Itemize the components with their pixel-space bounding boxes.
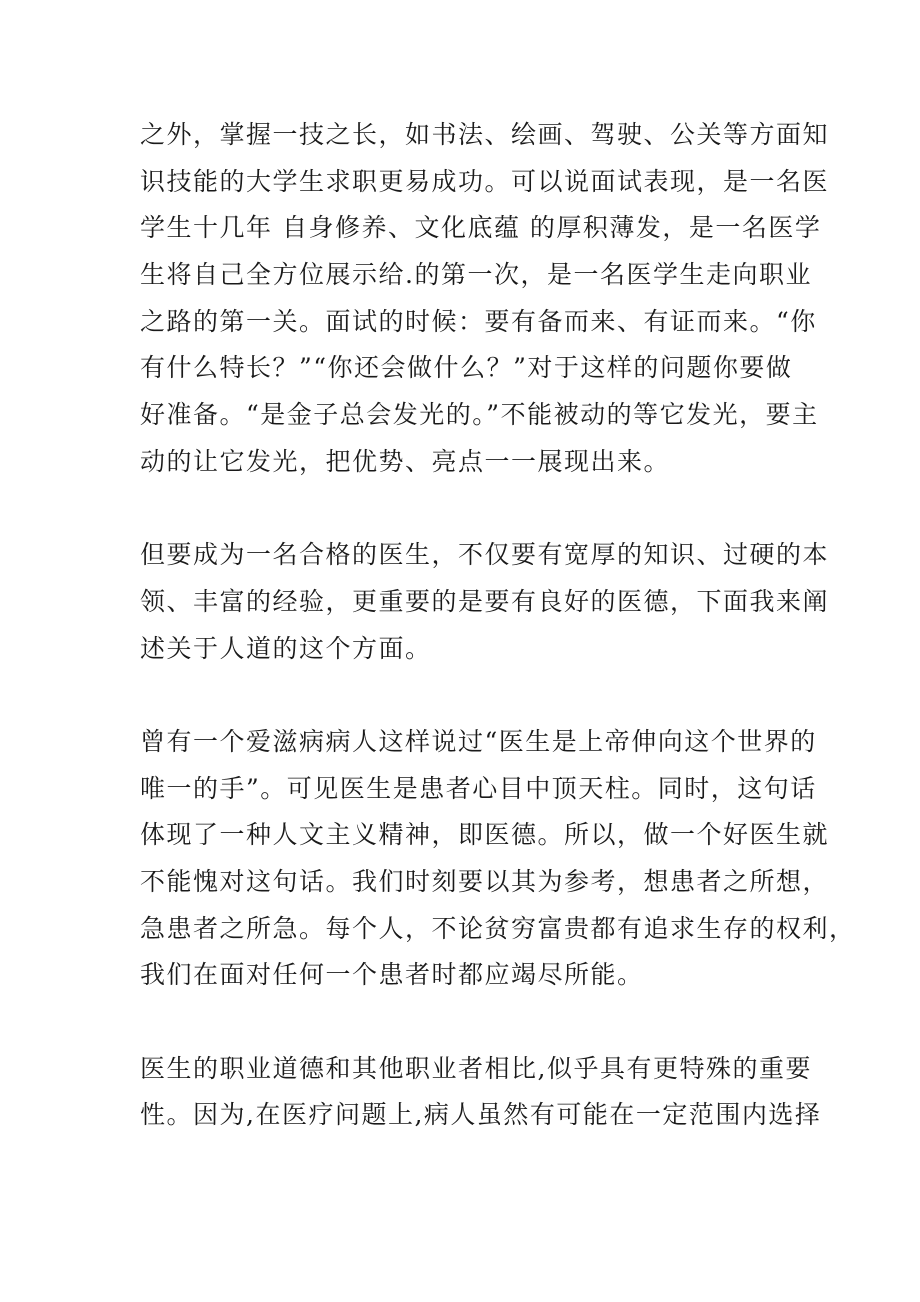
paragraph-gap <box>140 672 790 719</box>
text-line: 但要成为一名合格的医生，不仅要有宽厚的知识、过硬的本 <box>140 540 830 570</box>
text-line: 识技能的大学生求职更易成功。可以说面试表现，是一名医 <box>140 166 830 196</box>
text-line: 之路的第一关。面试的时候：要有备而来、有证而来。“你 <box>140 306 817 336</box>
text-line: 动的让它发光，把优势、亮点一一展现出来。 <box>140 446 671 476</box>
text-line: 急患者之所急。每个人，不论贫穷富贵都有追求生存的权利， <box>140 913 856 943</box>
text-line: 我们在面对任何一个患者时都应竭尽所能。 <box>140 960 644 990</box>
text-line: 学生十几年 自身修养、文化底蕴 的厚积薄发，是一名医学 <box>140 213 822 243</box>
text-line: 不能愧对这句话。我们时刻要以其为参考，想患者之所想， <box>140 867 830 896</box>
text-line: 体现了一种人文主义精神，即医德。所以，做一个好医生就 <box>140 820 830 850</box>
paragraph-1 <box>140 112 830 486</box>
text-line: 述关于人道的这个方面。 <box>140 633 432 663</box>
text-line: 医生的职业道德和其他职业者相比,似乎具有更特殊的重要 <box>140 1053 812 1083</box>
paragraph-gap <box>140 486 790 533</box>
text-line: 曾有一个爱滋病病人这样说过“医生是上帝伸向这个世界的 <box>140 726 817 756</box>
text-line: 性。因为,在医疗问题上,病人虽然有可能在一定范围内选择 <box>140 1100 822 1130</box>
paragraph-4 <box>140 1046 822 1139</box>
paragraph-gap <box>140 999 790 1046</box>
paragraph-3 <box>140 719 856 999</box>
text-line: 有什么特长？”“你还会做什么？”对于这样的问题你要做 <box>140 353 793 383</box>
document-body <box>140 112 856 1139</box>
text-line: 好准备。“是金子总会发光的。”不能被动的等它发光，要主 <box>140 400 819 430</box>
paragraph-2 <box>140 532 830 672</box>
text-line: 唯一的手”。可见医生是患者心目中顶天柱。同时，这句话 <box>140 773 817 803</box>
text-line: 生将自己全方位展示给.的第一次，是一名医学生走向职业 <box>140 260 812 290</box>
text-line: 领、丰富的经验，更重要的是要有良好的医德，下面我来阐 <box>140 586 830 616</box>
text-line: 之外，掌握一技之长，如书法、绘画、驾驶、公关等方面知 <box>140 120 830 149</box>
